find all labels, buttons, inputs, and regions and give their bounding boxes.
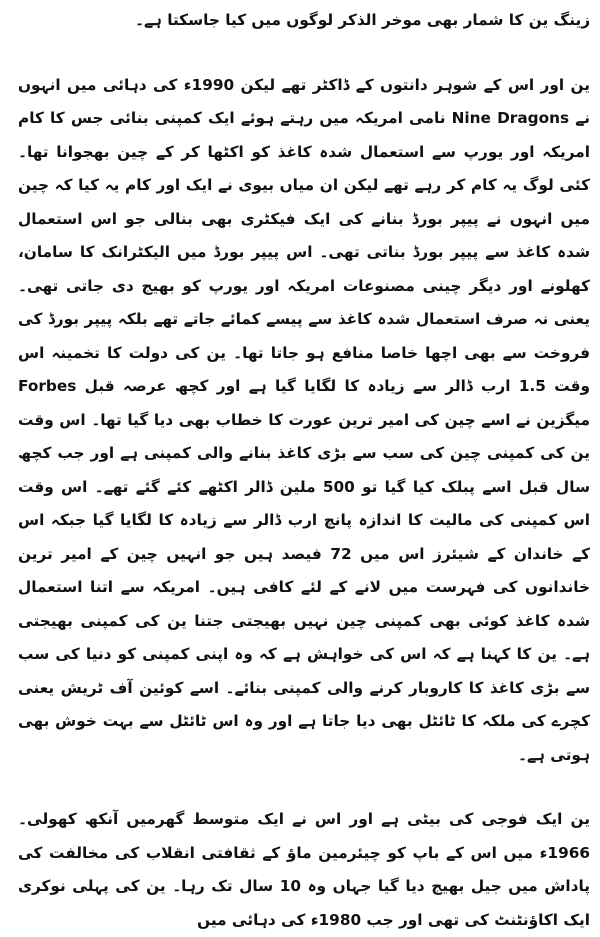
paragraph-intro: زینگ ین کا شمار بھی موخر الذکر لوگوں میں کیا جاسکتا ہے۔ [134,11,590,29]
paragraph-nine-dragons: ین اور اس کے شوہر دانتوں کے ڈاکٹر تھے لیکن 1990ء کی دہائی میں انہوں نے Nine Dragons نامی امریکہ میں رہتے ہوئے ایک کمپنی بنائی جس کا کام امریکہ اور یورپ سے استعمال شدہ کاغذ کو اکٹھا کر کے چین بھجوانا تھا۔ کئی لوگ یہ کام کر رہے تھے لیکن ان میاں بیوی نے ایک اور کام یہ کیا کہ چین میں انہوں نے پیپر بورڈ بنانے کی ایک فیکٹری بھی بنالی جو اس استعمال شدہ کاغذ سے پیپر بورڈ بناتی تھی۔ اس پیپر بورڈ میں الیکٹرانک کا سامان، کھلونے اور دیگر چینی مصنوعات امریکہ اور یورپ کو بھیج دی جاتی تھی۔ یعنی نہ صرف استعمال شدہ کاغذ سے پیسے کمائے جاتے تھے بلکہ پیپر بورڈ کی فروخت سے بھی اچھا خاصا منافع ہو جاتا تھا۔ ین کی دولت کا تخمینہ اس وقت 1.5 ارب ڈالر سے زیادہ کا لگایا گیا ہے اور کچھ عرصہ قبل Forbes میگزین نے اسے چین کی امیر ترین عورت کا خطاب بھی دیا گیا تھا۔ اس وقت ین کی کمپنی چین کی سب سے بڑی کاغذ بنانے والی کمپنی ہے اور جب کچھ سال قبل اسے پبلک کیا گیا تو 500 ملین ڈالر اکٹھے کئے گئے تھے۔ اس وقت اس کمپنی کی مالیت کا اندازہ پانچ ارب ڈالر سے زیادہ کا لگایا گیا جبکہ اس کے خاندان کے شیئرز اس میں 72 فیصد ہیں جو انہیں چین کے امیر ترین خاندانوں کی فہرست میں لانے کے لئے کافی ہیں۔ امریکہ سے اتنا استعمال شدہ کاغذ کوئی بھی کمپنی چین نہیں بھیجتی جتنا ین کی کمپنی بھیجتی ہے۔ ین کا کہنا ہے کہ اس کی خواہش ہے کہ وہ اپنی کمپنی کو دنیا کی سب سے بڑی کاغذ کا کاروبار کرنے والی کمپنی بنائے۔ اسے کوئین آف ٹریش یعنی کچرے کی ملکہ کا ٹائٹل بھی دیا جاتا ہے اور وہ اس ٹائٹل سے بہت خوش بھی ہوتی ہے۔ [18,75,591,764]
article-body [18,4,590,937]
paragraph-early-life: ین ایک فوجی کی بیٹی ہے اور اس نے ایک متوسط گھرمیں آنکھ کھولی۔ 1966ء میں اس کے باپ کو چیئرمین ماؤ کے ثقافتی انقلاب کی مخالفت کی پاداش میں جیل بھیج دیا گیا جہاں وہ 10 سال تک رہا۔ ین کی پہلی نوکری ایک اکاؤنٹنٹ کی تھی اور جب 1980ء کی دہائی میں [18,810,590,929]
article-page [0,4,600,929]
paragraph-spacer [18,38,590,69]
paragraph-spacer [18,772,590,803]
